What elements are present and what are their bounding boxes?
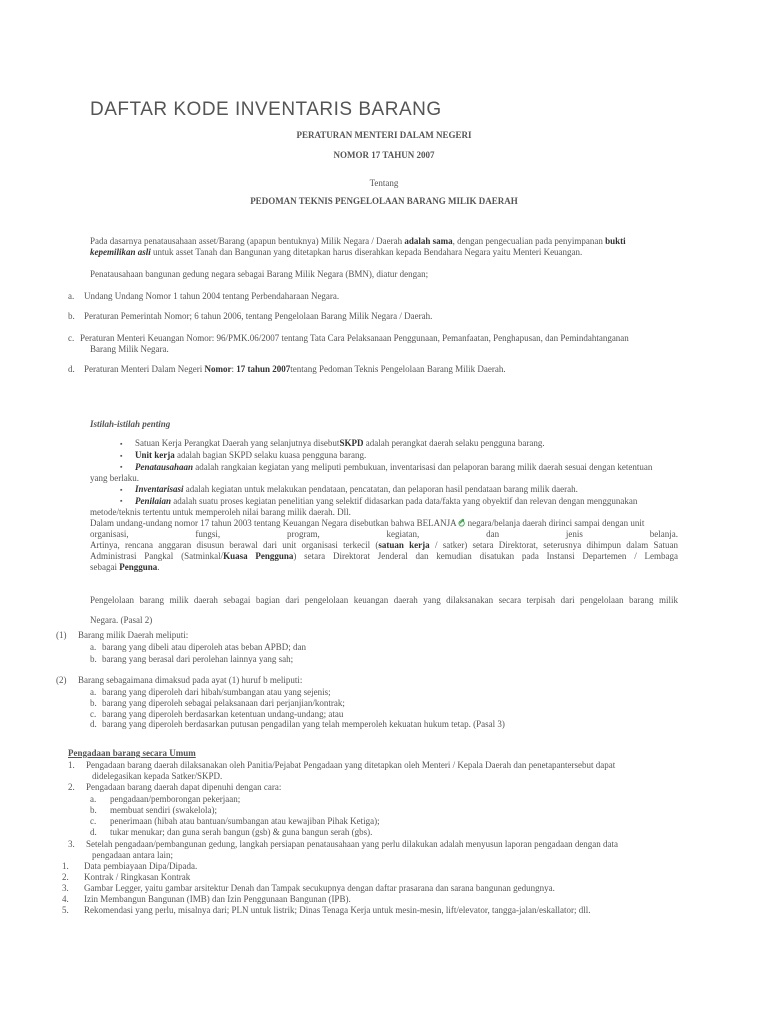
term-item: ▪ Inventarisasi adalah kegiatan untuk melakukan pendataan, pencatatan, dan pelaporan hasil pendataan barang milik daerah.	[120, 484, 578, 494]
link-icon[interactable]	[458, 518, 467, 527]
regulation-item: c. Peraturan Menteri Keuangan Nomor: 96/PMK.06/2007 tentang Tata Cara Pelaksanaan Penggunaan, Pemanfaatan, Penghapusan, dan Pemindahtanganan Barang Milik Negara.	[68, 333, 629, 354]
procurement-data-item: 2. Kontrak / Ringkasan Kontrak	[62, 872, 191, 882]
pasal-subitem: b. barang yang berasal dari perolehan lainnya yang sah;	[90, 654, 294, 664]
procurement-item: 2. Pengadaan barang daerah dapat dipenuhi dengan cara:	[68, 782, 282, 792]
procurement-method: d. tukar menukar; dan guna serah bangun (gsb) & guna bangun serah (gbs).	[90, 827, 373, 837]
pasal-item: (2) Barang sebagaimana dimaksud pada ayat (1) huruf b meliputi:	[56, 675, 303, 685]
term-item: ▪ Unit kerja adalah bagian SKPD selaku kuasa pengguna barang.	[120, 450, 367, 460]
bullet-icon: ▪	[120, 463, 123, 471]
bullet-icon: ▪	[120, 497, 123, 505]
procurement-heading: Pengadaan barang secara Umum	[68, 748, 196, 758]
header-line-2: NOMOR 17 TAHUN 2007	[333, 150, 435, 160]
procurement-data-item: 3. Gambar Legger, yaitu gambar arsitektur Denah dan Tampak secukupnya dengan daftar prasarana dan sarana bangunan gedungnya.	[62, 883, 555, 893]
procurement-data-item: 5. Rekomendasi yang perlu, misalnya dari; PLN untuk listrik; Dinas Tenaga Kerja untuk mesin-mesin, lift/elevator, tangga-jalan/eskallator; dll.	[62, 905, 591, 915]
budget-link[interactable]: BELANJA	[416, 518, 457, 528]
bullet-icon: ▪	[120, 452, 123, 460]
procurement-item: 1. Pengadaan barang daerah dilaksanakan oleh Panitia/Pejabat Pengadaan yang ditetapkan oleh Menteri / Kepala Daerah dan penetapantersebut dapat didelegasikan kepada Satker/SKPD.	[68, 760, 616, 781]
intro-paragraph-1: Pada dasarnya penatausahaan asset/Barang (apapun bentuknya) Milik Negara / Daerah adalah sama, dengan pengecualian pada penyimpanan bukti kepemilikan asli untuk asset Tanah dan Bangunan yang ditetapkan harus diserahkan kepada Bendahara Negara yaitu Menteri Keuangan.	[90, 236, 626, 257]
header-line-3: Tentang	[369, 178, 399, 188]
header-line-4: PEDOMAN TEKNIS PENGELOLAAN BARANG MILIK DAERAH	[250, 196, 518, 206]
terms-heading: Istilah-istilah penting	[90, 419, 171, 429]
bullet-icon: ▪	[120, 440, 123, 448]
budget-justified-line: organisasi, fungsi, program, kegiatan, dan jenis belanja.	[90, 529, 678, 539]
management-paragraph: Pengelolaan barang milik daerah sebagai bagian dari pengelolaan keuangan daerah yang dilaksanakan secara terpisah dari pengelolaan barang milik Negara. (Pasal 2)	[90, 595, 678, 625]
procurement-data-item: 1. Data pembiayaan Dipa/Dipada.	[62, 861, 198, 871]
pasal-subitem: c. barang yang diperoleh berdasarkan ketentuan undang-undang; atau	[90, 709, 344, 719]
intro-paragraph-2: Penatausahaan bangunan gedung negara sebagai Barang Milik Negara (BMN), diatur dengan;	[90, 269, 429, 279]
bullet-icon: ▪	[120, 486, 123, 494]
procurement-data-item: 4. Izin Membangun Bangunan (IMB) dan Izin Penggunaan Bangunan (IPB).	[62, 894, 351, 904]
regulation-item: d. Peraturan Menteri Dalam Negeri Nomor: 17 tahun 2007tentang Pedoman Teknis Pengelolaan Barang Milik Daerah.	[68, 364, 506, 374]
procurement-method: a. pengadaan/pemborongan pekerjaan;	[90, 794, 241, 804]
document-title: DAFTAR KODE INVENTARIS BARANG	[90, 99, 442, 120]
header-line-1: PERATURAN MENTERI DALAM NEGERI	[296, 130, 472, 140]
pasal-subitem: b. barang yang diperoleh sebagai pelaksanaan dari perjanjian/kontrak;	[90, 698, 345, 708]
pasal-item: (1) Barang milik Daerah meliputi:	[56, 630, 189, 640]
procurement-method: c. penerimaan (hibah atau bantuan/sumbangan atau kewajiban Pihak Ketiga);	[90, 816, 380, 826]
regulation-item: a. Undang Undang Nomor 1 tahun 2004 tentang Perbendaharaan Negara.	[68, 291, 340, 301]
term-item: ▪ Satuan Kerja Perangkat Daerah yang selanjutnya disebutSKPD adalah perangkat daerah selaku pengguna barang.	[120, 438, 545, 448]
regulation-item: b. Peraturan Pemerintah Nomor; 6 tahun 2006, tentang Pengelolaan Barang Milik Negara / Daerah.	[68, 311, 433, 321]
procurement-method: b. membuat sendiri (swakelola);	[90, 805, 217, 815]
pasal-subitem: a. barang yang dibeli atau diperoleh atas beban APBD; dan	[90, 642, 306, 652]
budget-paragraph: Dalam undang-undang nomor 17 tahun 2003 tentang Keuangan Negara disebutkan bahwa BELANJA negara/belanja daerah dirinci sampai dengan unit organisasi, fungsi, program, kegiatan, dan jenis belanja. Artinya, rencana anggaran disusun berawal dari unit organisasi terkecil (satuan kerja / satker) setara Direktorat, seterusnya dihimpun dalam Satuan Administrasi Pangkal (Satminkal/Kuasa Pengguna) setara Direktorat Jenderal dan kemudian disatukan pada Instansi Departemen / Lembaga sebagai Pengguna.	[90, 518, 678, 572]
procurement-item: 3. Setelah pengadaan/pembangunan gedung, langkah persiapan penatausahaan yang perlu dilakukan adalah menyusun laporan pengadaan dengan data pengadaan antara lain;	[68, 839, 619, 860]
pasal-subitem: a. barang yang diperoleh dari hibah/sumbangan atau yang sejenis;	[90, 687, 331, 697]
pasal-subitem: d. barang yang diperoleh berdasarkan putusan pengadilan yang telah memperoleh kekuatan hukum tetap. (Pasal 3)	[90, 719, 505, 729]
